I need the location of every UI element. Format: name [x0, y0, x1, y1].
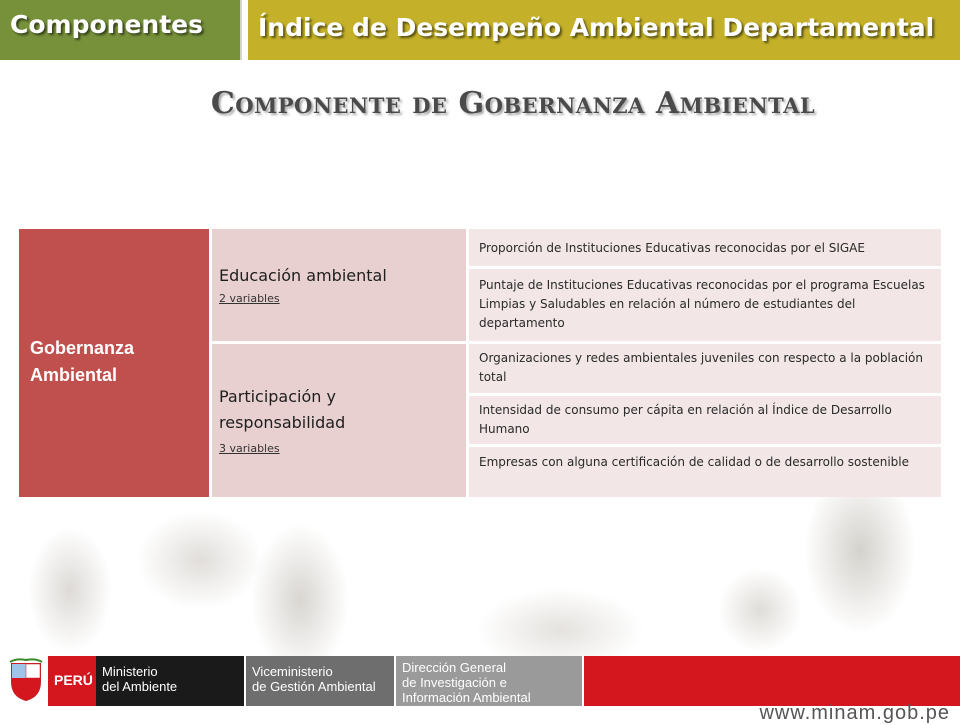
ministry-label: Ministerio del Ambiente: [102, 664, 178, 694]
subcomponent-variables-link[interactable]: 2 variables: [219, 292, 280, 305]
vice-ministry-label: Viceministerio de Gestión Ambiental: [252, 664, 376, 694]
indicator-cell: Empresas con alguna certificación de calidad o de desarrollo sostenible: [469, 447, 941, 497]
directorate-label: Dirección General de Investigación e Información Ambiental: [402, 660, 531, 705]
component-label: Gobernanza Ambiental: [30, 338, 135, 385]
index-banner: [248, 0, 960, 60]
background-art: [0, 470, 960, 660]
subcomponent-variables-link[interactable]: 3 variables: [219, 442, 280, 455]
ministry-logo: [96, 656, 244, 706]
subcomponent-participacion: [212, 344, 466, 497]
section-tag: [0, 0, 242, 60]
indicator-cell: Puntaje de Instituciones Educativas reconocidas por el programa Escuelas Limpias y Saludables en relación al número de estudiantes del departamento: [469, 269, 941, 341]
indicator-cell: Organizaciones y redes ambientales juveniles con respecto a la población total: [469, 344, 941, 393]
page-title: Componente de Gobernanza Ambiental: [210, 86, 816, 121]
country-label: PERÚ: [54, 672, 93, 688]
indicator-cell: Proporción de Instituciones Educativas reconocidas por el SIGAE: [469, 229, 941, 266]
subcomponent-educacion: [212, 229, 466, 341]
vice-ministry-logo: [246, 656, 394, 706]
peru-logo: [48, 656, 96, 706]
index-title: Índice de Desempeño Ambiental Departamental: [258, 13, 935, 42]
component-cell: [19, 229, 209, 497]
subcomponent-label: Educación ambiental: [219, 266, 387, 285]
coat-of-arms-icon: [8, 658, 44, 702]
subcomponent-label: Participación y responsabilidad: [219, 387, 346, 432]
indicator-cell: Intensidad de consumo per cápita en relación al Índice de Desarrollo Humano: [469, 396, 941, 444]
website-url[interactable]: www.minam.gob.pe: [759, 702, 950, 724]
footer-bar: [0, 656, 960, 706]
section-label: Componentes: [10, 10, 203, 39]
footer-red-strip: [584, 656, 960, 706]
directorate-logo: [396, 656, 582, 706]
